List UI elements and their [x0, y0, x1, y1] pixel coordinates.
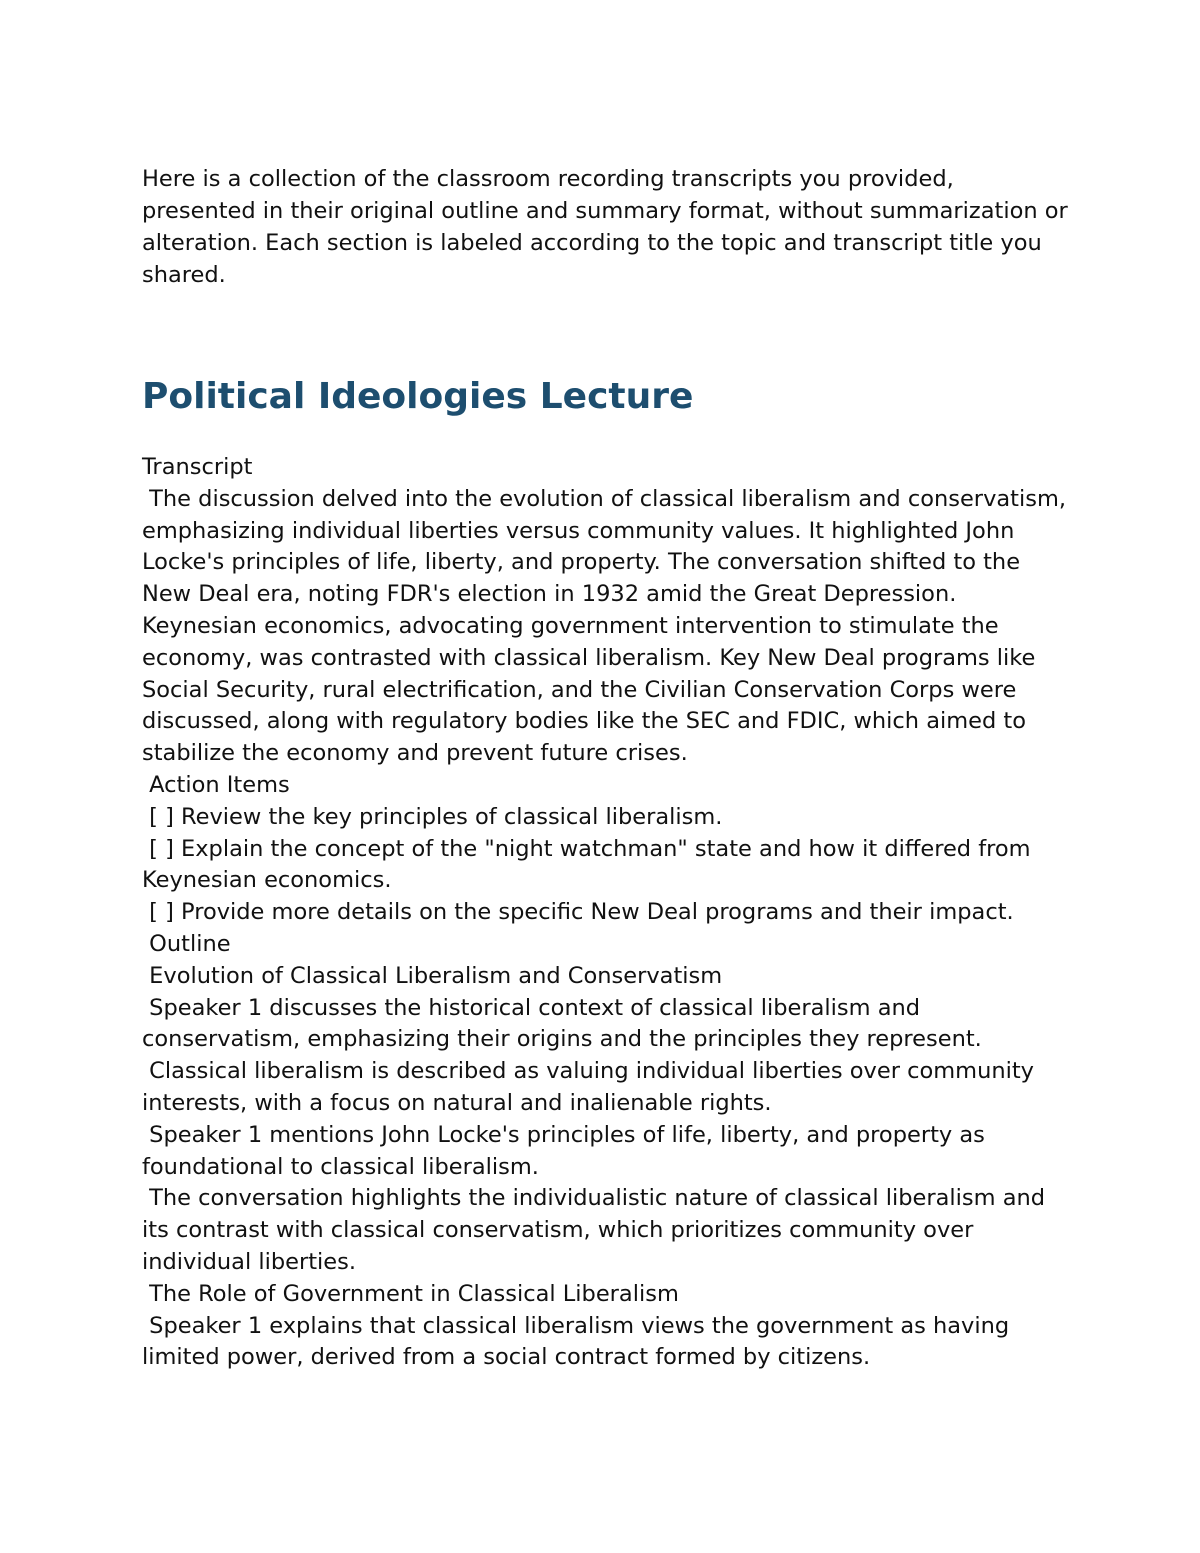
outline-topic: The Role of Government in Classical Liberalism [142, 1280, 679, 1307]
transcript-summary-paragraph: The discussion delved into the evolution of classical liberalism and conservatism, emphasizing individual liberties versus community values. It highlighted John Locke's principles of life, liberty, and property. The conversation shifted to the New Deal era, noting FDR's election in 1932 amid the Great Depression. Keynesian economics, advocating government intervention to stimulate the economy, was contrasted with classical liberalism. Key New Deal programs like Social Security, rural electrification, and the Civilian Conservation Corps were discussed, along with regulatory bodies like the SEC and FDIC, which aimed to stabilize the economy and prevent future crises. [142, 485, 1074, 767]
transcript-label: Transcript [142, 454, 253, 480]
action-items-label: Action Items [142, 771, 290, 798]
outline-point: Speaker 1 mentions John Locke's principles of life, liberty, and property as foundational to classical liberalism. [142, 1121, 993, 1180]
action-item: [ ] Explain the concept of the "night watchman" state and how it differed from Keynesian economics. [142, 835, 1038, 894]
action-item: [ ] Review the key principles of classical liberalism. [142, 803, 723, 830]
section-heading: Political Ideologies Lecture [142, 376, 694, 417]
outline-point: Speaker 1 discusses the historical context of classical liberalism and conservatism, emphasizing their origins and the principles they represent. [142, 994, 982, 1053]
intro-paragraph: Here is a collection of the classroom recording transcripts you provided, presented in their original outline and summary format, without summarization or alteration. Each section is labeled according to the topic and transcript title you shared. [142, 166, 1068, 288]
outline-point: The conversation highlights the individualistic nature of classical liberalism and its contrast with classical conservatism, which prioritizes community over individual liberties. [142, 1185, 1053, 1275]
transcript-body [142, 452, 1072, 1374]
outline-label: Outline [142, 930, 231, 957]
outline-topic: Evolution of Classical Liberalism and Conservatism [142, 962, 723, 989]
outline-point: Speaker 1 explains that classical liberalism views the government as having limited power, derived from a social contract formed by citizens. [142, 1312, 1017, 1371]
action-item: [ ] Provide more details on the specific New Deal programs and their impact. [142, 899, 1014, 926]
outline-point: Classical liberalism is described as valuing individual liberties over community interests, with a focus on natural and inalienable rights. [142, 1058, 1042, 1116]
